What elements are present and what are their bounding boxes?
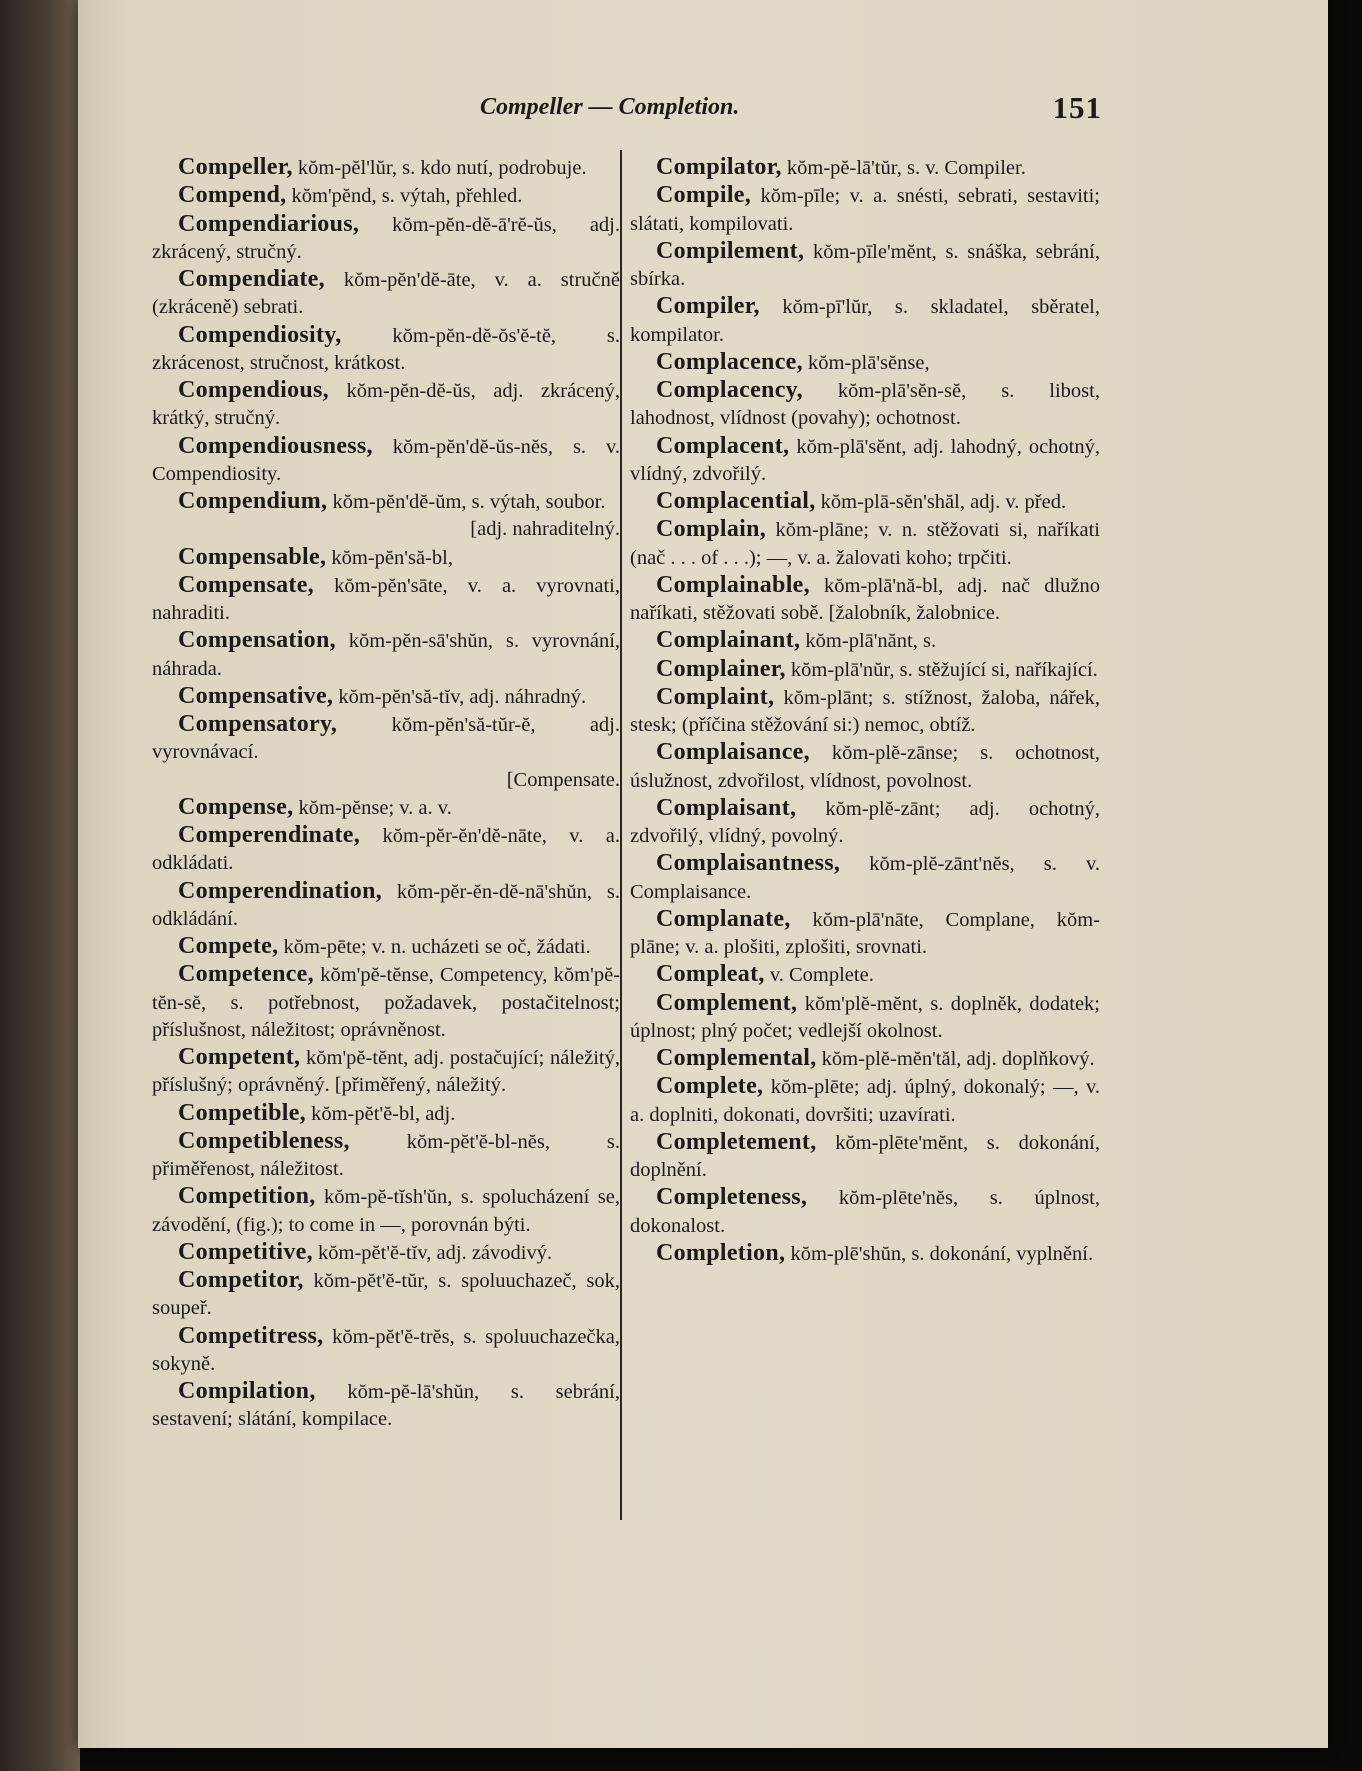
entry-headword: Competitress,: [178, 1322, 324, 1349]
entry-headword: Compend,: [178, 182, 287, 209]
dictionary-entry: [152, 488, 620, 516]
entry-headword: Compiler,: [656, 293, 760, 320]
entry-definition: kŏm-pĕr-ĕn-dĕ-nā'shŭn, s. odkládání.: [152, 880, 621, 930]
dictionary-entry: [630, 1129, 1100, 1185]
entry-headword: Compensative,: [178, 682, 334, 709]
dictionary-entry: [630, 990, 1100, 1046]
entry-definition: kŏm-pĕt'ĕ-bl-nĕs, s. přiměřenost, náležitost.: [152, 1130, 621, 1180]
entry-definition: kŏm-pĕt'ĕ-tŭr, s. spoluuchazeč, sok, soupeř.: [152, 1270, 620, 1320]
right-column: [630, 154, 1100, 1268]
entry-definition: kŏm'pĕ-tĕnse, Competency, kŏm'pĕ-tĕn-sĕ, s. potřebnost, požadavek, postačitelnost; příslušnost, náležitost; oprávněnost.: [152, 964, 620, 1041]
dictionary-entry: [152, 572, 620, 628]
dictionary-entry: [152, 322, 620, 378]
dictionary-entry: [152, 767, 620, 794]
entry-definition: kŏm-pĕt'ĕ-trĕs, s. spoluuchazečka, sokyně.: [152, 1325, 621, 1375]
dictionary-entry: [630, 1240, 1100, 1268]
entry-definition: kŏm-plā'nă-bl, adj. nač dlužno naříkati, stěžovati sobě. [žalobník, žalobnice.: [630, 574, 1101, 624]
dictionary-entry: [152, 433, 620, 489]
dictionary-entry: [630, 488, 1100, 516]
dictionary-entry: [152, 182, 620, 210]
entry-headword: Competible,: [178, 1099, 306, 1126]
dictionary-entry: [152, 1100, 620, 1128]
entry-headword: Compile,: [656, 182, 752, 209]
entry-headword: Competent,: [178, 1044, 301, 1070]
dictionary-entry: [152, 154, 620, 182]
entry-headword: Comperendination,: [178, 877, 383, 904]
dictionary-entry: [630, 739, 1100, 795]
entry-headword: Compeller,: [178, 154, 293, 180]
entry-definition: v. Complete.: [769, 964, 874, 987]
entry-headword: Complainer,: [656, 655, 786, 682]
dictionary-entry: [152, 794, 620, 822]
dictionary-entry: [630, 850, 1100, 906]
entry-headword: Compete,: [178, 933, 279, 959]
dictionary-entry: [152, 1183, 620, 1239]
entry-headword: Complaisantness,: [656, 850, 841, 877]
entry-definition: kŏm-plā'sĕn-sĕ, s. libost, lahodnost, vlídnost (povahy); ochotnost.: [630, 380, 1100, 430]
entry-definition: kŏm-plĕ-zānt; adj. ochotný, zdvořilý, vlídný, povolný.: [630, 797, 1100, 847]
entry-definition: kŏm-pĕ-lā'shŭn, s. sebrání, sestavení; slátání, kompilace.: [152, 1381, 620, 1431]
entry-headword: Complacency,: [656, 377, 803, 403]
entry-definition: kŏm-plā-sĕn'shăl, adj. v. před.: [820, 491, 1067, 513]
entry-headword: Compendiousness,: [178, 432, 373, 459]
entry-definition: kŏm-pĕn'sāte, v. a. vyrovnati, nahraditi.: [152, 574, 620, 624]
entry-definition: kŏm-pĕn'dĕ-āte, v. a. stručně (zkráceně) sebrati.: [152, 269, 621, 319]
entry-headword: Competence,: [178, 961, 314, 988]
dictionary-entry: [152, 1044, 620, 1100]
entry-definition: kŏm-pĕn-dĕ-ŭs, adj. zkrácený, krátký, stručný.: [152, 380, 621, 430]
dictionary-entry: [630, 293, 1100, 349]
entry-headword: Competition,: [178, 1183, 316, 1210]
entry-definition: kŏm-plā'sĕnse,: [808, 351, 930, 374]
entry-headword: Compensate,: [178, 571, 314, 598]
entry-headword: Complacent,: [656, 432, 790, 459]
entry-headword: Completement,: [656, 1128, 817, 1155]
entry-definition: kŏm-plē'shŭn, s. dokonání, vyplnění.: [790, 1242, 1094, 1265]
entry-headword: Comperendinate,: [178, 822, 361, 848]
entry-definition: kŏm-plā'nāte, Complane, kŏm-plāne; v. a. plošiti, zplošiti, srovnati.: [630, 908, 1100, 958]
entry-headword: Complete,: [656, 1073, 764, 1100]
entry-definition: kŏm-pĕn'să-tĭv, adj. náhradný.: [338, 685, 587, 708]
entry-headword: Compendiosity,: [178, 321, 342, 348]
entry-headword: Complaisant,: [656, 794, 797, 821]
entry-definition: kŏm-plĕ-mĕn'tăl, adj. doplňkový.: [821, 1048, 1095, 1070]
dictionary-entry: [630, 1045, 1100, 1073]
entry-headword: Complain,: [656, 516, 767, 543]
entry-definition: kŏm-pĕn'să-tŭr-ĕ, adj. vyrovnávací.: [152, 714, 620, 764]
dictionary-entry: [630, 684, 1100, 740]
entry-headword: Complainant,: [656, 627, 801, 654]
dictionary-entry: [152, 627, 620, 683]
dictionary-entry: [630, 795, 1100, 851]
dictionary-entry: [630, 154, 1100, 182]
entry-definition: kŏm-plāne; v. n. stěžovati si, naříkati (nač . . . of . . .); —, v. a. žalovati koho; trpčiti.: [630, 519, 1100, 569]
dictionary-entry: [152, 211, 620, 267]
dictionary-entry: [152, 544, 620, 572]
dictionary-entry: [152, 1378, 620, 1434]
entry-headword: Competibleness,: [178, 1127, 350, 1154]
entry-definition: kŏm-pĕn'să-bl,: [331, 546, 453, 569]
dictionary-entry: [630, 572, 1100, 628]
entry-headword: Complement,: [656, 989, 798, 1016]
dictionary-entry: [630, 627, 1100, 655]
entry-headword: Competitive,: [178, 1238, 313, 1265]
entry-headword: Compensation,: [178, 627, 336, 654]
dictionary-entry: [630, 349, 1100, 377]
entry-definition: kŏm-plēte; adj. úplný, dokonalý; —, v. a. doplniti, dokonati, dovršiti; uzavírati.: [630, 1076, 1100, 1126]
dictionary-entry: [630, 433, 1100, 489]
entry-definition: kŏm-pĕl'lŭr, s. kdo nutí, podrobuje.: [297, 157, 587, 179]
book-binding: [0, 0, 80, 1771]
entry-headword: Complanate,: [656, 905, 791, 932]
entry-definition: kŏm-pĕn'dĕ-ŭm, s. výtah, soubor.: [332, 491, 606, 513]
dictionary-entry: [152, 1323, 620, 1379]
entry-headword: Completion,: [656, 1239, 786, 1266]
page-header: [80, 90, 1102, 132]
entry-definition: kŏm-plēte'nĕs, s. úplnost, dokonalost.: [630, 1187, 1100, 1237]
entry-definition: kŏm-pĕn-dĕ-ā'rĕ-ŭs, adj. zkrácený, stručný.: [152, 213, 620, 263]
entry-headword: Compilation,: [178, 1378, 316, 1404]
dictionary-entry: [152, 711, 620, 767]
running-title: Compeller — Completion.: [480, 94, 740, 120]
entry-headword: Complainable,: [656, 571, 810, 598]
entry-definition: kŏm-pĕn-sā'shŭn, s. vyrovnání, náhrada.: [152, 630, 621, 680]
entry-definition: kŏm'pĕnd, s. výtah, přehled.: [291, 185, 523, 208]
entry-headword: Compendiate,: [178, 266, 325, 292]
dictionary-entry: [152, 933, 620, 961]
entry-headword: Complaisance,: [656, 739, 810, 766]
dictionary-entry: [152, 1239, 620, 1267]
entry-definition: kŏm-pĕt'ĕ-bl, adj.: [311, 1102, 456, 1125]
entry-definition: kŏm-plĕ-zānse; s. ochotnost, úslužnost, zdvořilost, vlídnost, povolnost.: [630, 742, 1101, 792]
column-divider: [620, 150, 622, 1520]
entry-headword: Complemental,: [656, 1045, 817, 1071]
entry-definition: kŏm-pĕn-dĕ-ŏs'ĕ-tĕ, s. zkrácenost, stručnost, krátkost.: [152, 324, 621, 374]
dictionary-entry: [152, 377, 620, 433]
dictionary-entry: [152, 266, 620, 322]
entry-headword: Compense,: [178, 793, 294, 820]
entry-headword: Compendiarious,: [178, 210, 360, 237]
entry-definition: kŏm'pĕ-tĕnt, adj. postačující; náležitý, příslušný; oprávněný. [přiměřený, náležitý.: [152, 1047, 620, 1097]
entry-definition: [Compensate.: [506, 768, 620, 791]
entry-definition: kŏm-pĕn'dĕ-ŭs-nĕs, s. v. Compendiosity.: [152, 435, 620, 485]
dictionary-entry: [630, 961, 1100, 989]
entry-definition: kŏm-pī'lŭr, s. skladatel, sběratel, kompilator.: [630, 296, 1100, 346]
entry-headword: Competitor,: [178, 1267, 304, 1293]
dictionary-entry: [152, 961, 620, 1044]
entry-definition: kŏm-pĕt'ĕ-tĭv, adj. závodivý.: [318, 1241, 553, 1264]
dictionary-entry: [630, 182, 1100, 238]
left-column: [152, 154, 620, 1434]
entry-headword: Complaint,: [656, 683, 775, 710]
dictionary-entry: [630, 906, 1100, 962]
entry-definition: kŏm-pĕ-tĭsh'ŭn, s. spolucházení se, závodění, (fig.); to come in —, porovnán býti.: [152, 1186, 620, 1236]
dictionary-entry: [630, 377, 1100, 433]
entry-definition: kŏm-plā'nŭr, s. stěžující si, naříkající.: [790, 658, 1098, 681]
entry-headword: Complacential,: [656, 488, 816, 514]
dictionary-entry: [152, 683, 620, 711]
dictionary-entry: [152, 1128, 620, 1184]
entry-headword: Compensable,: [178, 543, 327, 570]
entry-headword: Compleat,: [656, 961, 765, 988]
dictionary-entry: [630, 656, 1100, 684]
entry-headword: Complacence,: [656, 348, 803, 375]
page-number: 151: [1052, 90, 1102, 125]
entry-headword: Compilement,: [656, 237, 805, 264]
dictionary-entry: [152, 516, 620, 543]
entry-headword: Compilator,: [656, 154, 782, 180]
entry-definition: kŏm-pĕr-ĕn'dĕ-nāte, v. a. odkládati.: [152, 825, 620, 875]
entry-headword: Compensatory,: [178, 711, 338, 737]
entry-headword: Completeness,: [656, 1184, 808, 1211]
entry-definition: kŏm'plĕ-mĕnt, s. doplněk, dodatek; úplnost; plný počet; vedlejší okolnost.: [630, 992, 1100, 1042]
entry-definition: kŏm-pīle'mĕnt, s. snáška, sebrání, sbírka.: [630, 240, 1101, 290]
entry-definition: kŏm-plĕ-zānt'nĕs, s. v. Complaisance.: [630, 853, 1100, 903]
entry-definition: kŏm-plā'nănt, s.: [805, 630, 937, 653]
entry-definition: kŏm-pĕ-lā'tŭr, s. v. Compiler.: [786, 157, 1026, 179]
entry-definition: [adj. nahraditelný.: [470, 518, 620, 541]
entry-definition: kŏm-pĕnse; v. a. v.: [298, 796, 452, 819]
entry-definition: kŏm-pēte; v. n. ucházeti se oč, žádati.: [283, 936, 591, 958]
entry-definition: kŏm-plēte'mĕnt, s. dokonání, doplnění.: [630, 1131, 1100, 1181]
dictionary-entry: [152, 878, 620, 934]
dictionary-entry: [630, 238, 1100, 294]
entry-definition: kŏm-plā'sĕnt, adj. lahodný, ochotný, vlídný, zdvořilý.: [630, 435, 1101, 485]
dictionary-entry: [630, 516, 1100, 572]
dictionary-entry: [630, 1073, 1100, 1129]
dictionary-entry: [152, 822, 620, 878]
entry-definition: kŏm-pīle; v. a. snésti, sebrati, sestaviti; slátati, kompilovati.: [630, 185, 1100, 235]
entry-headword: Compendious,: [178, 377, 329, 403]
entry-headword: Compendium,: [178, 488, 328, 514]
entry-definition: kŏm-plānt; s. stížnost, žaloba, nářek, stesk; (příčina stěžování si:) nemoc, obtíž.: [630, 686, 1100, 736]
dictionary-entry: [630, 1184, 1100, 1240]
dictionary-entry: [152, 1267, 620, 1323]
